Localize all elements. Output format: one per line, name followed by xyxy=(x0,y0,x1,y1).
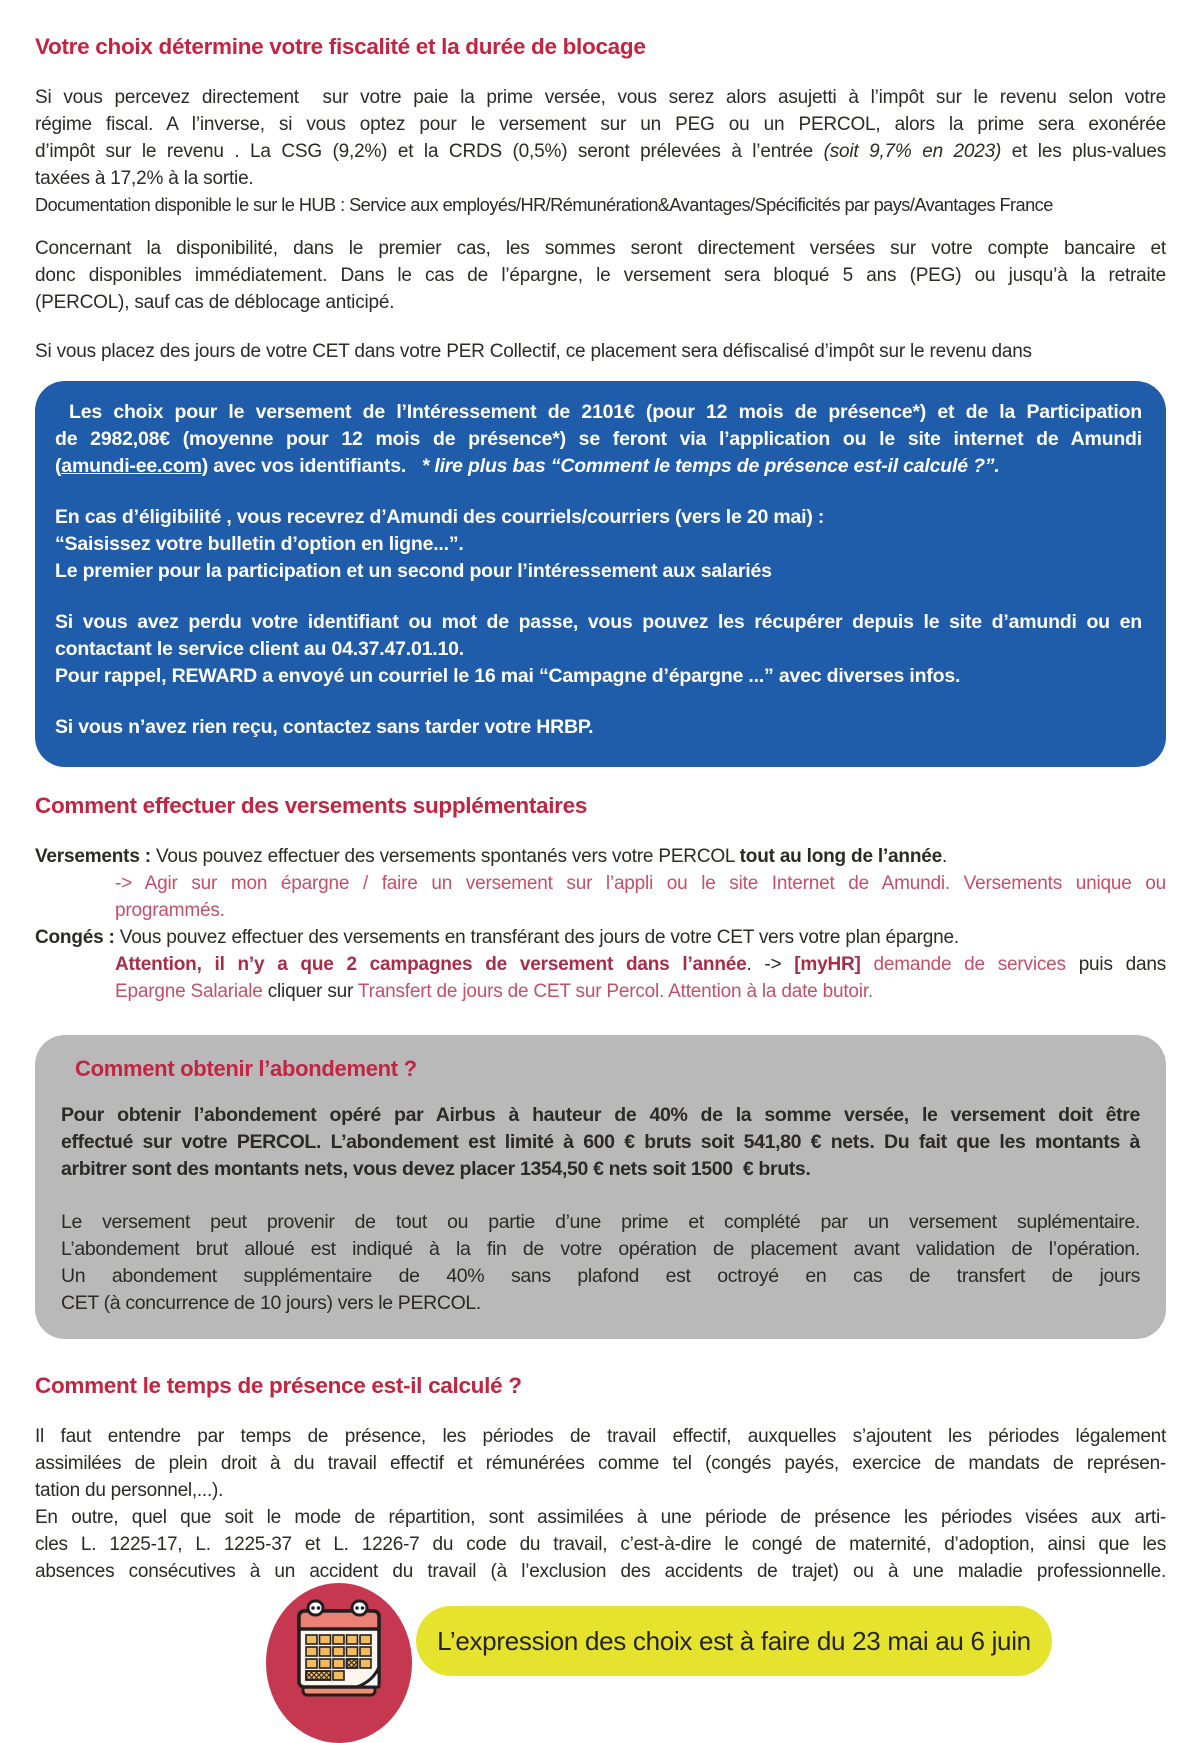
paragraph-fiscalite xyxy=(35,84,1166,219)
text-segment: ( xyxy=(55,455,62,477)
text-line: de 2982,08€ (moyenne pour 12 mois de présence*) se feront via l’application ou le site internet de Amundi xyxy=(55,428,1142,450)
text-line: En outre, quel que soit le mode de répartition, sont assimilées à une période de présence les périodes visées aux arti- xyxy=(35,1507,1166,1528)
footer-banner xyxy=(0,1575,1200,1697)
text-segment: Transfert de jours de CET sur Percol. Attention à la date butoir. xyxy=(357,981,873,1002)
text-line xyxy=(35,924,1166,951)
text-line: taxées à 17,2% à la sortie. xyxy=(35,168,254,189)
text-segment-italic: * lire plus bas “Comment le temps de présence est-il calculé ?”. xyxy=(421,455,1000,477)
text-segment: d’impôt sur le revenu . La CSG (9,2%) et la CRDS (0,5%) seront prélevées à l’entrée xyxy=(35,141,824,162)
text-line: (PERCOL), sauf cas de déblocage anticipé. xyxy=(35,292,395,313)
abondement-info-box xyxy=(35,1035,1166,1339)
text-line: programmés. xyxy=(115,900,225,921)
text-line: Les choix pour le versement de l’Intéressement de 2101€ (pour 12 mois de présence*) et de la Participation xyxy=(69,401,1142,423)
text-line: Si vous placez des jours de votre CET dans votre PER Collectif, ce placement sera défiscalisé d’impôt sur le revenu dans xyxy=(35,341,1032,362)
text-line xyxy=(55,453,1142,480)
spacer xyxy=(61,1183,1140,1209)
text-line: En cas d’éligibilité , vous recevrez d’Amundi des courriels/courriers (vers le 20 mai) : xyxy=(55,506,825,528)
text-line: Si vous avez perdu votre identifiant ou mot de passe, vous pouvez les récupérer depuis le site d’amundi ou en xyxy=(55,611,1142,633)
text-line xyxy=(35,138,1166,165)
text-line: “Saisissez votre bulletin d’option en ligne...”. xyxy=(55,533,464,555)
myhr-label: [myHR] xyxy=(794,954,861,975)
text-line: effectué sur votre PERCOL. L’abondement est limité à 600 € bruts soit 541,80 € nets. Du fait que les montants à xyxy=(61,1131,1140,1153)
text-line: régime fiscal. A l’inverse, si vous optez pour le versement sur un PEG ou un PERCOL, alors la prime sera exonérée xyxy=(35,114,1166,135)
text-line: cles L. 1225-17, L. 1225-37 et L. 1226-7 du code du travail, c’est-à-dire le congé de maternité, d’adoption, ainsi que les xyxy=(35,1534,1166,1555)
text-line xyxy=(35,951,1166,978)
paragraph-disponibilite xyxy=(35,235,1166,316)
section-title-fiscalite: Votre choix détermine votre fiscalité et la durée de blocage xyxy=(35,34,646,59)
versements-block xyxy=(35,843,1166,1005)
hub-documentation-line: Documentation disponible le sur le HUB : Service aux employés/HR/Rémunération&Avantages/Spécificités par pays/Avantages France xyxy=(35,195,1053,215)
text-line xyxy=(35,978,1166,1005)
section-title-temps-presence: Comment le temps de présence est-il calculé ? xyxy=(35,1373,522,1398)
text-segment: Vous pouvez effectuer des versements en transférant des jours de votre CET vers votre plan épargne. xyxy=(114,927,959,948)
blue-box-paragraph xyxy=(55,609,1142,690)
blue-box-paragraph xyxy=(55,399,1142,480)
text-segment: Vous pouvez effectuer des versements spontanés vers votre PERCOL xyxy=(150,846,740,867)
text-segment: . xyxy=(941,846,948,867)
abondement-bold-paragraph xyxy=(61,1102,1140,1183)
text-line: Pour obtenir l’abondement opéré par Airbus à hauteur de 40% de la somme versée, le versement doit être xyxy=(61,1104,1140,1126)
text-line: absences consécutives à un accident du travail (à l’exclusion des accidents de trajet) ou à une maladie professionnelle. xyxy=(35,1561,1166,1582)
text-line: contactant le service client au 04.37.47.01.10. xyxy=(55,638,465,660)
text-line: arbitrer sont des montants nets, vous devez placer 1354,50 € nets soit 1500 € bruts. xyxy=(61,1158,811,1180)
amundi-link[interactable]: amundi-ee.com xyxy=(61,455,202,477)
text-line: Le versement peut provenir de tout ou partie d’une prime et complété par un versement suplémentaire. xyxy=(61,1211,1140,1233)
text-segment: . -> xyxy=(746,954,795,975)
amundi-info-box xyxy=(35,381,1166,767)
paragraph-cet xyxy=(35,338,1166,365)
abondement-paragraph xyxy=(61,1209,1140,1317)
section-title-abondement: Comment obtenir l’abondement ? xyxy=(75,1056,417,1081)
deadline-text: L’expression des choix est à faire du 23 mai au 6 juin xyxy=(437,1625,1031,1656)
text-line xyxy=(35,843,1166,870)
text-segment: et les plus-values xyxy=(1001,141,1166,162)
text-line: -> Agir sur mon épargne / faire un versement sur l’appli ou le site Internet de Amundi. Versements unique ou xyxy=(115,873,1166,894)
text-line: Il faut entendre par temps de présence, les périodes de travail effectif, auxquelles s’ajoutent les périodes légalement xyxy=(35,1426,1166,1447)
text-line: CET (à concurrence de 10 jours) vers le PERCOL. xyxy=(61,1292,481,1314)
text-line: Le premier pour la participation et un second pour l’intéressement aux salariés xyxy=(55,560,772,582)
text-segment: Epargne Salariale xyxy=(115,981,263,1002)
conges-label: Congés : xyxy=(35,927,115,948)
text-segment: ) avec vos identifiants. xyxy=(201,455,422,477)
text-line: Un abondement supplémentaire de 40% sans plafond est octroyé en cas de transfert de jours xyxy=(61,1265,1140,1287)
blue-box-paragraph xyxy=(55,714,1142,741)
blue-box-paragraph xyxy=(55,504,1142,585)
versements-label: Versements : xyxy=(35,846,151,867)
section-title-versements: Comment effectuer des versements supplémentaires xyxy=(35,793,588,818)
text-segment-italic: (soit 9,7% en 2023) xyxy=(823,141,1002,162)
text-segment-attention: Attention, il n’y a que 2 campagnes de versement dans l’année xyxy=(115,954,747,975)
text-segment-bold: tout au long de l’année xyxy=(739,846,942,867)
paragraph-temps-presence xyxy=(35,1423,1166,1585)
text-line: tation du personnel,...). xyxy=(35,1480,224,1501)
calendar-icon xyxy=(266,1583,412,1743)
text-line: assimilées de plein droit à du travail effectif et rémunérées comme tel (congés payés, exercice de mandats de représen- xyxy=(35,1453,1166,1474)
text-line: Pour rappel, REWARD a envoyé un courriel le 16 mai “Campagne d’épargne ...” avec diverses infos. xyxy=(55,665,961,687)
text-line: Si vous n’avez rien reçu, contactez sans tarder votre HRBP. xyxy=(55,716,594,738)
text-segment: cliquer sur xyxy=(262,981,358,1002)
text-line: donc disponibles immédiatement. Dans le cas de l’épargne, le versement sera bloqué 5 ans (PEG) ou jusqu’à la retraite xyxy=(35,265,1166,286)
deadline-banner xyxy=(416,1606,1052,1676)
text-line: L’abondement brut alloué est indiqué à la fin de votre opération de placement avant validation de l’opération. xyxy=(61,1238,1140,1260)
text-segment: puis dans xyxy=(1078,954,1166,975)
text-line: Si vous percevez directement sur votre paie la prime versée, vous serez alors asujetti à l’impôt sur le revenu selon votre xyxy=(35,87,1166,108)
text-segment: demande de services xyxy=(860,954,1079,975)
text-line: Concernant la disponibilité, dans le premier cas, les sommes seront directement versées sur votre compte bancaire et xyxy=(35,238,1166,259)
